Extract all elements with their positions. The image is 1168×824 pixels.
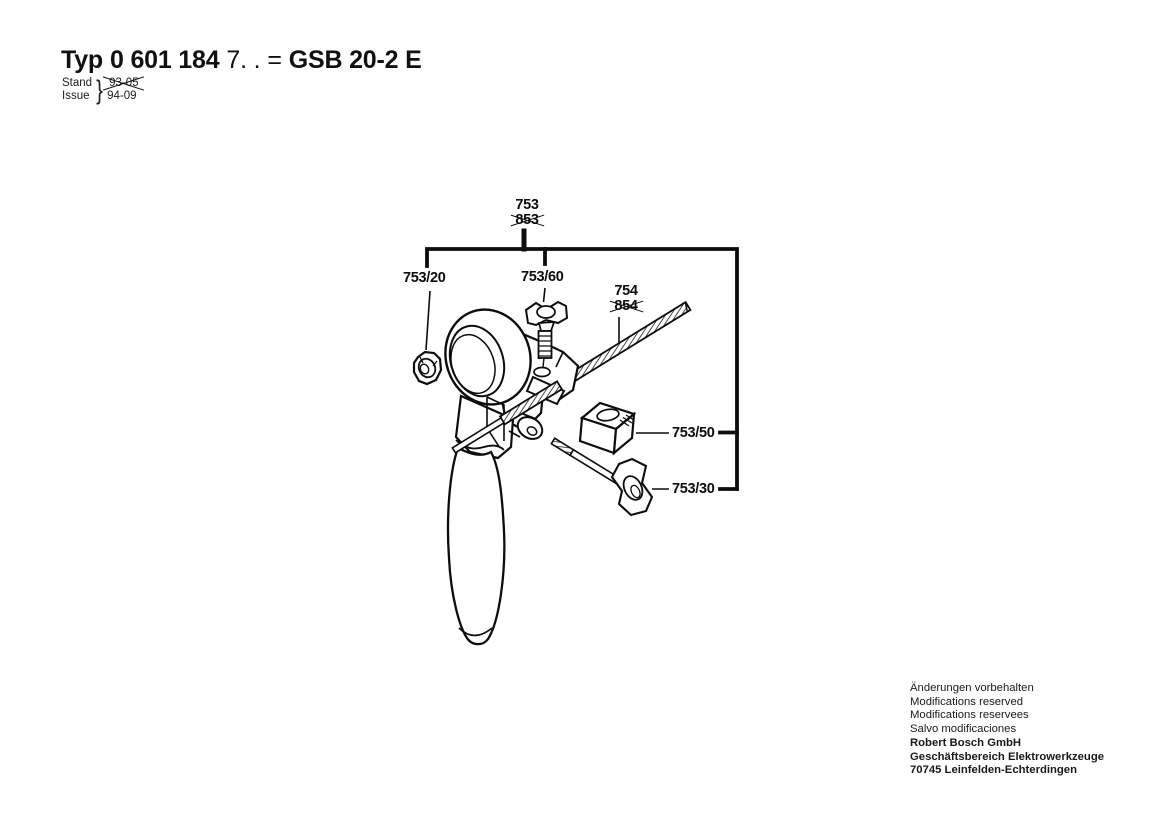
callout-wing-screw xyxy=(672,481,715,497)
callout-wing-bolt-text: 753/60 xyxy=(521,269,564,285)
hex-nut xyxy=(414,352,441,384)
superseded-number-text: 854 xyxy=(614,298,638,314)
company-division: Geschäftsbereich Elektrowerkzeuge xyxy=(910,750,1105,763)
callout-clamp-block-text: 753/50 xyxy=(672,425,715,441)
callout-clamp-block xyxy=(672,425,715,441)
issue-label: Issue xyxy=(62,90,90,102)
model-name: GSB 20-2 E xyxy=(288,46,422,74)
company-name: Robert Bosch GmbH xyxy=(910,736,1022,749)
handle-grip xyxy=(448,440,504,644)
type-number: 0 601 184 xyxy=(110,46,220,74)
type-number-suffix: 7. . xyxy=(226,46,261,74)
callout-wing-screw-text: 753/30 xyxy=(672,481,715,497)
callout-nut xyxy=(403,270,446,286)
callout-depth-rod-text: 754 xyxy=(614,283,638,299)
footer-line-en: Modifications reserved xyxy=(910,695,1024,708)
superseded-number xyxy=(513,212,540,228)
callout-depth-rod xyxy=(609,283,643,299)
company-address: 70745 Leinfelden-Echterdingen xyxy=(910,764,1077,777)
stand-label: Stand xyxy=(62,77,93,89)
callout-depth-rod-superseded xyxy=(606,298,646,314)
callout-wing-bolt xyxy=(521,269,564,285)
revision-brace: } xyxy=(96,74,103,105)
superseded-number xyxy=(612,298,639,314)
clamp-block xyxy=(580,403,634,453)
equals-sign: = xyxy=(267,46,282,74)
footer-line-fr: Modifications reservees xyxy=(910,709,1029,722)
legal-footer xyxy=(910,682,1104,778)
footer-line-es: Salvo modificaciones xyxy=(910,723,1017,736)
callout-group-superseded xyxy=(506,212,548,228)
type-label: Typ xyxy=(61,46,103,74)
callout-nut-text: 753/20 xyxy=(403,270,446,286)
current-date: 94-09 xyxy=(107,90,137,102)
superseded-date-text: 93-05 xyxy=(109,77,139,89)
callout-group xyxy=(509,197,545,213)
footer-line-de: Änderungen vorbehalten xyxy=(910,682,1034,694)
handle-neck xyxy=(456,396,513,458)
superseded-number-text: 853 xyxy=(515,212,539,228)
callout-group-text: 753 xyxy=(515,197,539,213)
